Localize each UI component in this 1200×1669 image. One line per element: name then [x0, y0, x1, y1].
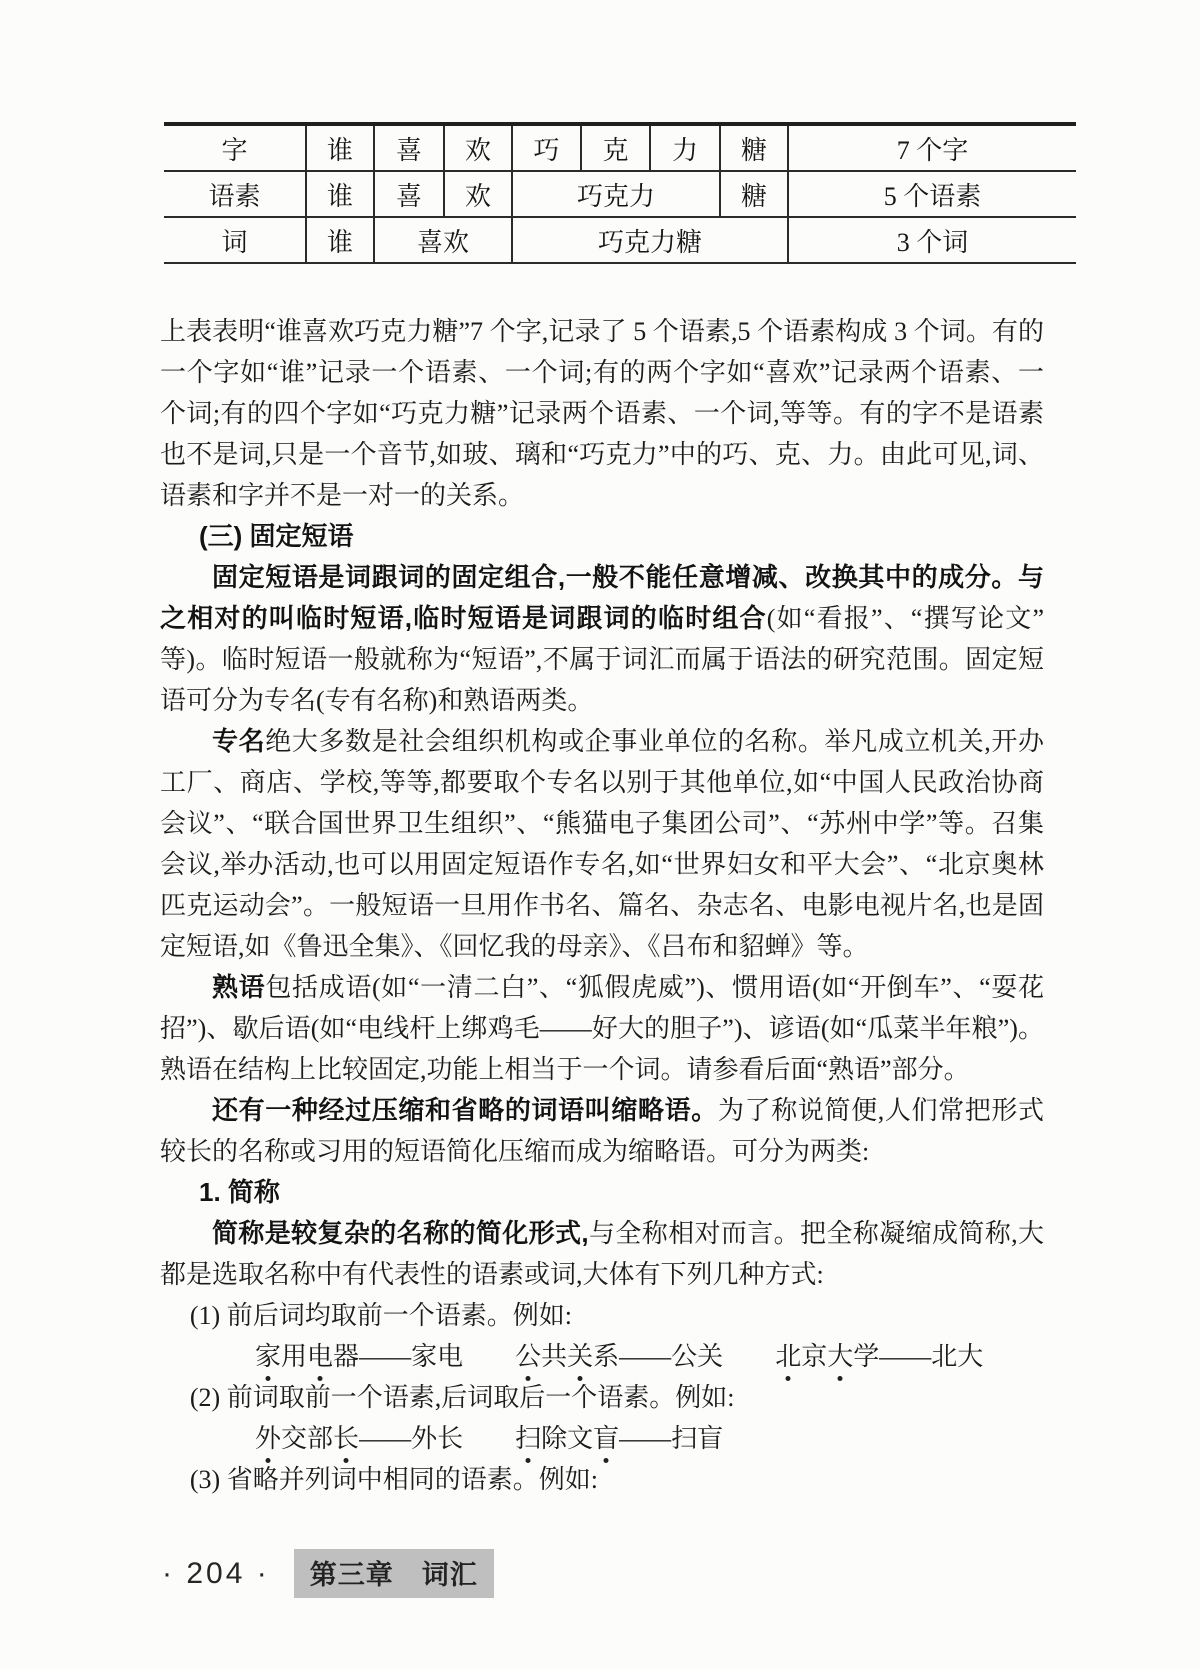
table-row-characters	[164, 124, 1076, 171]
emphasized-char: 扫	[515, 1418, 541, 1459]
heading-text: 1. 简称	[199, 1177, 280, 1207]
emphasized-char: 北	[775, 1336, 801, 1377]
table-cell: 巧	[512, 124, 581, 171]
example-pair: 北京大学——北大	[775, 1336, 983, 1377]
paragraph-text: 与全称相对而言。把全称凝缩成简称,大都是选取名称中有代表性的语素或词,大体有下列几种方式:	[160, 1219, 1044, 1289]
page-number: · 204 ·	[162, 1556, 270, 1590]
page-footer	[162, 1549, 494, 1598]
table-cell: 喜	[374, 124, 444, 171]
table-cell: 巧克力糖	[512, 217, 788, 263]
table-cell: 欢	[444, 171, 512, 217]
list-item-1	[160, 1295, 1044, 1336]
paragraph-abbreviations	[160, 1090, 1044, 1172]
table-cell: 力	[650, 124, 720, 171]
example-line-1	[160, 1336, 1044, 1377]
bold-lead-text: 固定短语是词跟词的固定组合,一般不能任意增减、改换其中的成分。与之相对的叫临时短语,临时短语是词跟词的临时组合	[160, 562, 1044, 633]
paragraph-text: 为了称说简便,人们常把形式较长的名称或习用的短语简化压缩而成为缩略语。可分为两类:	[160, 1096, 1044, 1166]
emphasized-char: 大	[827, 1336, 853, 1377]
table-cell: 谁	[306, 124, 374, 171]
paragraph-table-explanation	[160, 311, 1044, 516]
emphasized-char: 外	[255, 1418, 281, 1459]
emphasized-char: 公	[515, 1336, 541, 1377]
paragraph-fixed-phrases	[160, 557, 1044, 721]
table-cell: 糖	[720, 171, 788, 217]
count-cell: 5 个语素	[788, 171, 1076, 217]
table-row-morphemes	[164, 171, 1076, 217]
paragraph-text: 绝大多数是社会组织机构或企事业单位的名称。举凡成立机关,开办工厂、商店、学校,等等,都要取个专名以别于其他单位,如“中国人民政治协商会议”、“联合国世界卫生组织”、“熊猫电子集团公司”、“苏州中学”等。召集会议,举办活动,也可以用固定短语作专名,如“世界妇女和平大会”、“北京奥林匹克运动会”。一般短语一旦用作书名、篇名、杂志名、电影电视片名,也是固定短语,如《鲁迅全集》、《回忆我的母亲》、《吕布和貂蝉》等。	[160, 727, 1044, 961]
character-morpheme-word-table	[164, 122, 1076, 264]
paragraph-text: (如“看报”、“撰写论文”等)。临时短语一般就称为“短语”,不属于词汇而属于语法的研究范围。固定短语可分为专名(专有名称)和熟语两类。	[160, 604, 1044, 715]
subsection-heading-jiancheng	[160, 1172, 1044, 1213]
table-cell: 糖	[720, 124, 788, 171]
emphasized-char: 家	[255, 1336, 281, 1377]
bold-lead-text: 专名	[212, 726, 266, 756]
list-item-text: (2) 前词取前一个语素,后词取后一个语素。例如:	[189, 1383, 735, 1412]
example-pair: 扫除文盲——扫盲	[515, 1418, 723, 1459]
table-cell: 巧克力	[512, 171, 720, 217]
table-row-words	[164, 217, 1076, 263]
emphasized-char: 关	[567, 1336, 593, 1377]
row-label: 词	[221, 227, 248, 257]
list-item-2	[160, 1377, 1044, 1418]
example-pair: 家用电器——家电	[255, 1336, 463, 1377]
example-line-2	[160, 1418, 1044, 1459]
table-cell: 克	[581, 124, 650, 171]
bold-lead-text: 还有一种经过压缩和省略的词语叫缩略语。	[212, 1095, 718, 1125]
emphasized-char: 长	[333, 1418, 359, 1459]
list-item-text: (1) 前后词均取前一个语素。例如:	[189, 1301, 572, 1330]
table-cell: 喜	[374, 171, 444, 217]
table-cell: 喜欢	[374, 217, 512, 263]
paragraph-proper-names	[160, 721, 1044, 967]
body-text	[160, 311, 1044, 1500]
row-label: 字	[221, 135, 248, 165]
bold-lead-text: 简称是较复杂的名称的简化形式,	[212, 1218, 589, 1248]
section-heading-fixed-phrases	[160, 516, 1044, 557]
row-label: 语素	[208, 181, 261, 211]
paragraph-text: 上表表明“谁喜欢巧克力糖”7 个字,记录了 5 个语素,5 个语素构成 3 个词。有的一个字如“谁”记录一个语素、一个词;有的两个字如“喜欢”记录两个语素、一个词;有的四个字如“巧克力糖”记录两个语素、一个词,等等。有的字不是语素也不是词,只是一个音节,如玻、璃和“巧克力”中的巧、克、力。由此可见,词、语素和字并不是一对一的关系。	[160, 317, 1044, 510]
chapter-label: 第三章 词汇	[294, 1549, 494, 1598]
list-item-3	[160, 1459, 1044, 1500]
bold-lead-text: 熟语	[212, 972, 266, 1002]
list-item-text: (3) 省略并列词中相同的语素。例如:	[189, 1465, 598, 1494]
count-cell: 7 个字	[788, 124, 1076, 171]
example-pair: 外交部长——外长	[255, 1418, 463, 1459]
table-cell: 欢	[444, 124, 512, 171]
emphasized-char: 电	[307, 1336, 333, 1377]
emphasized-char: 盲	[593, 1418, 619, 1459]
example-pair: 公共关系——公关	[515, 1336, 723, 1377]
paragraph-text: 包括成语(如“一清二白”、“狐假虎威”)、惯用语(如“开倒车”、“耍花招”)、歇后语(如“电线杆上绑鸡毛——好大的胆子”)、谚语(如“瓜菜半年粮”)。熟语在结构上比较固定,功能上相当于一个词。请参看后面“熟语”部分。	[160, 973, 1044, 1084]
table-cell: 谁	[306, 217, 374, 263]
paragraph-idioms	[160, 967, 1044, 1090]
heading-text: (三) 固定短语	[199, 521, 354, 551]
paragraph-jiancheng	[160, 1213, 1044, 1295]
count-cell: 3 个词	[788, 217, 1076, 263]
table-cell: 谁	[306, 171, 374, 217]
